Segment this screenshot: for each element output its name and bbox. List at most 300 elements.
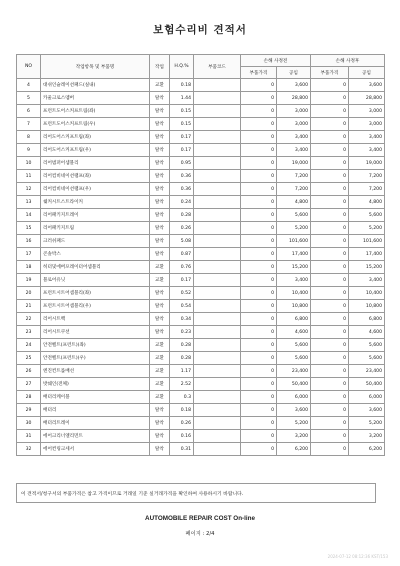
row-after-labor: 15,200 [349,261,385,274]
row-part-code [194,248,241,261]
table-row [17,105,385,118]
row-item-name: 엔진컨트롤배선 [41,365,150,378]
row-before-labor: 5,600 [277,209,311,222]
row-hq: 0.17 [170,131,194,144]
estimate-table [16,54,385,456]
row-before-labor: 10,400 [277,287,311,300]
row-no: 31 [17,430,41,443]
row-part-code [194,92,241,105]
row-work: 탈착 [150,287,170,300]
row-item-name: 리어컴비네이션램프(우) [41,183,150,196]
row-before-parts-price: 0 [241,274,277,287]
row-before-labor: 5,200 [277,417,311,430]
row-item-name: 안전벨트(프런트)(좌) [41,339,150,352]
row-before-labor: 3,000 [277,118,311,131]
row-hq: 0.17 [170,274,194,287]
row-after-labor: 4,800 [349,196,385,209]
row-hq: 0.87 [170,248,194,261]
row-before-labor: 5,600 [277,339,311,352]
row-work: 탈착 [150,326,170,339]
table-row [17,209,385,222]
row-no: 18 [17,261,41,274]
row-part-code [194,105,241,118]
row-work: 탈착 [150,157,170,170]
row-before-labor: 6,000 [277,391,311,404]
row-work: 교환 [150,261,170,274]
row-before-parts-price: 0 [241,300,277,313]
row-before-labor: 7,200 [277,170,311,183]
table-row [17,365,385,378]
table-row [17,157,385,170]
row-after-labor: 3,200 [349,430,385,443]
row-no: 11 [17,170,41,183]
row-after-labor: 7,200 [349,170,385,183]
row-after-labor: 17,400 [349,248,385,261]
row-hq: 0.16 [170,430,194,443]
row-item-name: 리어시트쿠션 [41,326,150,339]
row-hq: 0.18 [170,404,194,417]
table-row [17,222,385,235]
row-hq: 0.36 [170,183,194,196]
row-before-parts-price: 0 [241,365,277,378]
row-after-labor: 19,000 [349,157,385,170]
row-work: 탈착 [150,443,170,456]
row-after-labor: 6,200 [349,443,385,456]
row-before-labor: 17,400 [277,248,311,261]
row-item-name: 밧쉐인(전체) [41,378,150,391]
header-after-parts-price: 부품가격 [311,67,349,79]
row-after-parts-price: 0 [311,105,349,118]
row-part-code [194,391,241,404]
row-work: 탈착 [150,404,170,417]
row-before-parts-price: 0 [241,209,277,222]
header-before-adjustment: 손해 사정전 [241,55,311,67]
row-work: 탈착 [150,209,170,222]
row-after-parts-price: 0 [311,391,349,404]
row-after-parts-price: 0 [311,131,349,144]
row-part-code [194,404,241,417]
row-before-parts-price: 0 [241,131,277,144]
row-item-name: 배터리 [41,404,150,417]
row-before-labor: 7,200 [277,183,311,196]
row-before-labor: 6,800 [277,313,311,326]
row-after-parts-price: 0 [311,118,349,131]
row-part-code [194,79,241,92]
row-part-code [194,261,241,274]
row-no: 19 [17,274,41,287]
row-before-labor: 50,400 [277,378,311,391]
row-item-name: 리어범퍼어셈블리 [41,157,150,170]
row-before-parts-price: 0 [241,170,277,183]
row-before-labor: 5,200 [277,222,311,235]
row-part-code [194,339,241,352]
row-before-labor: 3,600 [277,404,311,417]
row-before-parts-price: 0 [241,443,277,456]
row-work: 교환 [150,365,170,378]
row-work: 탈착 [150,248,170,261]
row-hq: 0.3 [170,391,194,404]
header-after-adjustment: 손해 사정후 [311,55,385,67]
row-item-name: 배터리케이블 [41,391,150,404]
row-after-labor: 23,400 [349,365,385,378]
row-after-labor: 3,000 [349,118,385,131]
row-part-code [194,287,241,300]
row-before-labor: 28,800 [277,92,311,105]
row-part-code [194,378,241,391]
row-after-parts-price: 0 [311,92,349,105]
table-row [17,326,385,339]
header-work: 작업 [150,55,170,79]
row-item-name: 프런트도어스커프트림(좌) [41,105,150,118]
row-after-parts-price: 0 [311,443,349,456]
row-after-parts-price: 0 [311,313,349,326]
row-no: 15 [17,222,41,235]
row-before-labor: 23,400 [277,365,311,378]
table-row [17,287,385,300]
row-before-labor: 101,600 [277,235,311,248]
row-after-labor: 101,600 [349,235,385,248]
row-after-parts-price: 0 [311,209,349,222]
row-item-name: 카울크로스멤버 [41,92,150,105]
row-item-name: 리어패키지트림 [41,222,150,235]
row-hq: 0.31 [170,443,194,456]
row-before-labor: 3,400 [277,144,311,157]
row-no: 7 [17,118,41,131]
row-before-parts-price: 0 [241,144,277,157]
row-work: 교환 [150,79,170,92]
row-hq: 0.24 [170,196,194,209]
row-work: 교환 [150,378,170,391]
row-item-name: 리어도어스커프트림(좌) [41,131,150,144]
row-part-code [194,170,241,183]
row-before-parts-price: 0 [241,391,277,404]
row-before-parts-price: 0 [241,352,277,365]
row-part-code [194,274,241,287]
row-part-code [194,118,241,131]
row-before-parts-price: 0 [241,378,277,391]
row-hq: 1.44 [170,92,194,105]
row-hq: 0.95 [170,157,194,170]
table-row [17,118,385,131]
row-work: 탈착 [150,170,170,183]
row-work: 탈착 [150,235,170,248]
row-no: 6 [17,105,41,118]
row-after-labor: 3,600 [349,79,385,92]
row-part-code [194,300,241,313]
page-indicator: 페이지 : 2/4 [185,531,215,537]
row-hq: 0.15 [170,118,194,131]
row-no: 14 [17,209,41,222]
row-item-name: 크러쉬패드 [41,235,150,248]
row-after-parts-price: 0 [311,157,349,170]
row-work: 탈착 [150,92,170,105]
row-hq: 0.28 [170,339,194,352]
row-before-labor: 3,600 [277,79,311,92]
row-before-parts-price: 0 [241,287,277,300]
row-before-labor: 5,600 [277,352,311,365]
row-after-parts-price: 0 [311,222,349,235]
row-before-parts-price: 0 [241,105,277,118]
row-part-code [194,235,241,248]
table-row [17,235,385,248]
row-work: 탈착 [150,144,170,157]
row-before-parts-price: 0 [241,79,277,92]
row-after-parts-price: 0 [311,300,349,313]
row-before-parts-price: 0 [241,261,277,274]
row-no: 23 [17,326,41,339]
row-item-name: 리어도어스커프트림(우) [41,144,150,157]
row-after-parts-price: 0 [311,339,349,352]
row-no: 13 [17,196,41,209]
row-hq: 0.36 [170,170,194,183]
table-row [17,274,385,287]
table-row [17,183,385,196]
row-part-code [194,326,241,339]
row-work: 교환 [150,391,170,404]
row-after-labor: 7,200 [349,183,385,196]
row-before-parts-price: 0 [241,235,277,248]
row-after-labor: 3,000 [349,105,385,118]
row-work: 탈착 [150,417,170,430]
row-after-parts-price: 0 [311,235,349,248]
row-hq: 0.52 [170,287,194,300]
row-after-labor: 28,800 [349,92,385,105]
row-work: 교환 [150,339,170,352]
table-row [17,196,385,209]
disclaimer-note: 이 견적서/청구서의 부품가격은 참고 가격이므로 거래일 기준 실거래가격을 확인하여 사용하시기 바랍니다. [16,483,376,503]
row-before-parts-price: 0 [241,404,277,417]
row-part-code [194,417,241,430]
row-after-parts-price: 0 [311,183,349,196]
row-item-name: 프런트시트어셈블리(우) [41,300,150,313]
row-before-parts-price: 0 [241,248,277,261]
row-after-parts-price: 0 [311,144,349,157]
row-part-code [194,196,241,209]
row-after-labor: 5,600 [349,209,385,222]
row-before-labor: 3,000 [277,105,311,118]
header-item-name: 작업항목 및 부품명 [41,55,150,79]
row-after-labor: 3,600 [349,404,385,417]
row-after-labor: 10,800 [349,300,385,313]
table-row [17,79,385,92]
row-hq: 0.34 [170,313,194,326]
row-hq: 0.54 [170,300,194,313]
row-item-name: 히터및에버포레이터어셈블리 [41,261,150,274]
row-after-labor: 3,400 [349,131,385,144]
row-after-parts-price: 0 [311,352,349,365]
row-work: 탈착 [150,183,170,196]
row-after-parts-price: 0 [311,248,349,261]
row-work: 탈착 [150,196,170,209]
row-before-parts-price: 0 [241,196,277,209]
row-hq: 0.18 [170,79,194,92]
row-before-parts-price: 0 [241,339,277,352]
row-before-parts-price: 0 [241,118,277,131]
row-after-labor: 6,000 [349,391,385,404]
row-item-name: 에어크리너엘리먼트 [41,430,150,443]
row-after-parts-price: 0 [311,417,349,430]
row-before-labor: 6,200 [277,443,311,456]
row-work: 탈착 [150,222,170,235]
row-after-labor: 3,400 [349,144,385,157]
row-part-code [194,144,241,157]
row-after-parts-price: 0 [311,170,349,183]
row-part-code [194,131,241,144]
row-item-name: 리어시트백 [41,313,150,326]
row-before-parts-price: 0 [241,183,277,196]
header-hq: H.Q.% [170,55,194,79]
table-row [17,339,385,352]
row-after-parts-price: 0 [311,287,349,300]
row-no: 28 [17,391,41,404]
row-after-labor: 5,600 [349,352,385,365]
row-before-labor: 19,000 [277,157,311,170]
row-no: 21 [17,300,41,313]
row-after-parts-price: 0 [311,261,349,274]
table-body [17,79,385,456]
row-before-parts-price: 0 [241,313,277,326]
row-hq: 1.17 [170,365,194,378]
row-part-code [194,209,241,222]
header-part-code: 부품코드 [194,55,241,79]
row-hq: 0.26 [170,222,194,235]
row-work: 탈착 [150,313,170,326]
row-hq: 5.08 [170,235,194,248]
row-work: 탈착 [150,105,170,118]
row-no: 26 [17,365,41,378]
row-hq: 0.28 [170,352,194,365]
row-no: 8 [17,131,41,144]
row-part-code [194,222,241,235]
row-before-labor: 3,200 [277,430,311,443]
row-after-labor: 10,400 [349,287,385,300]
row-before-parts-price: 0 [241,222,277,235]
row-after-labor: 5,200 [349,417,385,430]
row-hq: 0.28 [170,209,194,222]
row-before-labor: 3,400 [277,274,311,287]
table-row [17,391,385,404]
table-row [17,144,385,157]
row-hq: 0.17 [170,144,194,157]
table-row [17,352,385,365]
row-no: 9 [17,144,41,157]
row-after-labor: 50,400 [349,378,385,391]
row-no: 25 [17,352,41,365]
row-item-name: 리어패키지트레이 [41,209,150,222]
row-work: 교환 [150,274,170,287]
row-work: 탈착 [150,300,170,313]
table-row [17,443,385,456]
table-row [17,170,385,183]
row-hq: 0.15 [170,105,194,118]
table-row [17,430,385,443]
row-no: 22 [17,313,41,326]
header-no: NO [17,55,41,79]
table-row [17,92,385,105]
row-part-code [194,443,241,456]
row-no: 30 [17,417,41,430]
row-before-parts-price: 0 [241,92,277,105]
row-after-parts-price: 0 [311,326,349,339]
row-after-parts-price: 0 [311,365,349,378]
row-no: 32 [17,443,41,456]
row-item-name: 에어컨링크세서 [41,443,150,456]
table-row [17,261,385,274]
row-no: 16 [17,235,41,248]
row-work: 탈착 [150,118,170,131]
row-after-parts-price: 0 [311,274,349,287]
row-hq: 0.76 [170,261,194,274]
row-before-labor: 3,400 [277,131,311,144]
row-work: 탈착 [150,430,170,443]
row-hq: 2.52 [170,378,194,391]
row-hq: 0.23 [170,326,194,339]
row-after-parts-price: 0 [311,378,349,391]
row-part-code [194,157,241,170]
row-before-labor: 10,800 [277,300,311,313]
document-title: 보험수리비 견적서 [153,24,247,36]
table-row [17,300,385,313]
row-after-labor: 5,200 [349,222,385,235]
row-item-name: 프런트도어스커프트림(우) [41,118,150,131]
row-before-parts-price: 0 [241,417,277,430]
row-no: 4 [17,79,41,92]
row-after-labor: 5,600 [349,339,385,352]
row-after-parts-price: 0 [311,196,349,209]
header-after-labor: 공임 [349,67,385,79]
row-part-code [194,313,241,326]
row-part-code [194,365,241,378]
table-row [17,404,385,417]
row-before-labor: 4,800 [277,196,311,209]
row-before-parts-price: 0 [241,157,277,170]
row-no: 20 [17,287,41,300]
table-row [17,313,385,326]
row-item-name: 쉐커시트스트라이커 [41,196,150,209]
row-item-name: 프런트시트어셈블리(좌) [41,287,150,300]
row-no: 10 [17,157,41,170]
row-no: 29 [17,404,41,417]
table-row [17,131,385,144]
header-before-parts-price: 부품가격 [241,67,277,79]
row-after-parts-price: 0 [311,430,349,443]
row-part-code [194,430,241,443]
row-no: 27 [17,378,41,391]
row-after-labor: 4,600 [349,326,385,339]
row-before-labor: 4,600 [277,326,311,339]
row-after-parts-price: 0 [311,79,349,92]
row-after-labor: 6,800 [349,313,385,326]
row-no: 24 [17,339,41,352]
row-part-code [194,352,241,365]
row-before-parts-price: 0 [241,430,277,443]
row-no: 5 [17,92,41,105]
table-row [17,248,385,261]
row-before-parts-price: 0 [241,326,277,339]
row-no: 17 [17,248,41,261]
row-item-name: 블로어유닛 [41,274,150,287]
row-before-labor: 15,200 [277,261,311,274]
row-hq: 0.26 [170,417,194,430]
table-row [17,378,385,391]
row-item-name: 배터리트레이 [41,417,150,430]
row-item-name: 안전벨트(프런트)(우) [41,352,150,365]
row-work: 탈착 [150,131,170,144]
row-item-name: 대쉬인슐레이션패드(실내) [41,79,150,92]
row-part-code [194,183,241,196]
footer-title: AUTOMOBILE REPAIR COST On-line [145,515,255,522]
row-work: 교환 [150,352,170,365]
